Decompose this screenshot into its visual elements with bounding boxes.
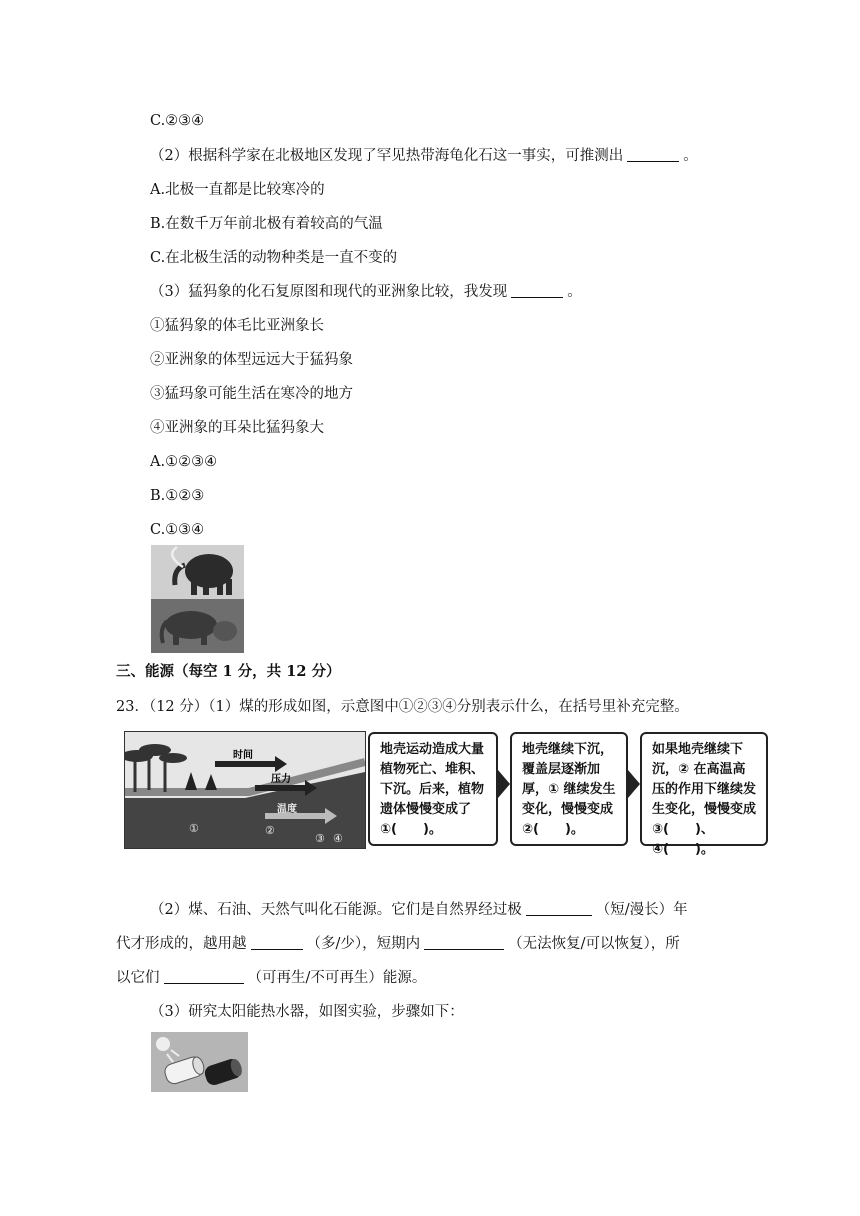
- coal-stage-text-1: 地壳运动造成大量植物死亡、堆积、下沉。后来，植物遗体慢慢变成了①( )。: [380, 742, 485, 837]
- p2-text-b2: （多/少），短期内: [306, 936, 421, 952]
- answer-blank-renewable[interactable]: [164, 969, 244, 984]
- solar-heater-image: [151, 1032, 248, 1092]
- solar-heater-experiment-photo: [151, 1032, 248, 1092]
- statement-2: ②亚洲象的体型远远大于猛犸象: [150, 352, 353, 368]
- arrow-right-icon: [498, 770, 510, 798]
- marker-3: ③: [315, 832, 325, 845]
- answer-blank-q3[interactable]: [511, 283, 563, 298]
- statement-4: ④亚洲象的耳朵比猛犸象大: [150, 420, 324, 436]
- question-3-end: 。: [567, 284, 582, 300]
- marker-2: ②: [265, 824, 275, 837]
- question-2: [150, 146, 698, 166]
- p2-text-a: （2）煤、石油、天然气叫化石能源。它们是自然界经过极: [150, 902, 522, 918]
- paragraph-2-line-3: [116, 968, 426, 988]
- answer-blank-q2[interactable]: [627, 147, 679, 162]
- statement-1: ①猛犸象的体毛比亚洲象长: [150, 318, 324, 334]
- question-2-end: 。: [683, 148, 698, 164]
- paragraph-2-line-1: [150, 900, 688, 920]
- statement-3: ③猛玛象可能生活在寒冷的地方: [150, 386, 353, 402]
- mammoth-elephant-image: [151, 545, 244, 653]
- p2-text-a-end: （短/漫长）年: [595, 902, 688, 918]
- coal-stage-panel-1: [368, 732, 498, 846]
- section-3-heading: 三、能源（每空 1 分，共 12 分）: [116, 663, 341, 680]
- coal-stage-text-3: 如果地壳继续下沉，② 在高温高压的作用下继续发生变化，慢慢变成③( )、④( )。: [652, 742, 757, 857]
- label-time: 时间: [233, 750, 253, 761]
- q3-option-b: B.①②③: [150, 488, 205, 504]
- option-c-234: C.②③④: [150, 113, 205, 129]
- question-23: 23．（12 分）（1）煤的形成如图，示意图中①②③④分别表示什么，在括号里补充完整。: [116, 699, 689, 715]
- mammoth-elephant-photo: [151, 545, 244, 653]
- q3-option-c: C.①③④: [150, 522, 205, 538]
- coal-stage-text-2: 地壳继续下沉，覆盖层逐渐加厚，① 继续发生变化，慢慢变成②( )。: [522, 742, 616, 837]
- p2-text-c1: 以它们: [116, 970, 160, 986]
- p2-text-b3: （无法恢复/可以恢复），所: [508, 936, 680, 952]
- paragraph-3: （3）研究太阳能热水器，如图实验，步骤如下：: [150, 1004, 464, 1020]
- coal-stage-panel-3: [640, 732, 768, 857]
- question-3-text: （3）猛犸象的化石复原图和现代的亚洲象比较，我发现: [150, 284, 508, 300]
- label-pressure: 压力: [271, 774, 291, 785]
- coal-formation-image: [125, 732, 365, 848]
- answer-blank-amount[interactable]: [251, 935, 303, 950]
- q3-option-a: A.①②③④: [150, 454, 218, 470]
- label-temperature: 温度: [277, 804, 297, 815]
- marker-1: ①: [189, 822, 199, 835]
- paragraph-2-line-2: [116, 934, 680, 954]
- q2-option-c: C.在北极生活的动物种类是一直不变的: [150, 250, 398, 266]
- q2-option-a: A.北极一直都是比较寒冷的: [150, 182, 325, 198]
- q2-option-b: B.在数千万年前北极有着较高的气温: [150, 216, 383, 232]
- p2-text-b1: 代才形成的，越用越: [116, 936, 247, 952]
- question-3: [150, 282, 582, 302]
- answer-blank-duration[interactable]: [526, 901, 592, 916]
- marker-4: ④: [333, 832, 343, 845]
- p2-text-c2: （可再生/不可再生）能源。: [247, 970, 427, 986]
- coal-formation-diagram: [124, 731, 366, 849]
- arrow-right-icon: [628, 770, 640, 798]
- question-2-text: （2）根据科学家在北极地区发现了罕见热带海龟化石这一事实，可推测出: [150, 148, 624, 164]
- answer-blank-recovery[interactable]: [424, 935, 504, 950]
- coal-stage-panel-2: [510, 732, 628, 846]
